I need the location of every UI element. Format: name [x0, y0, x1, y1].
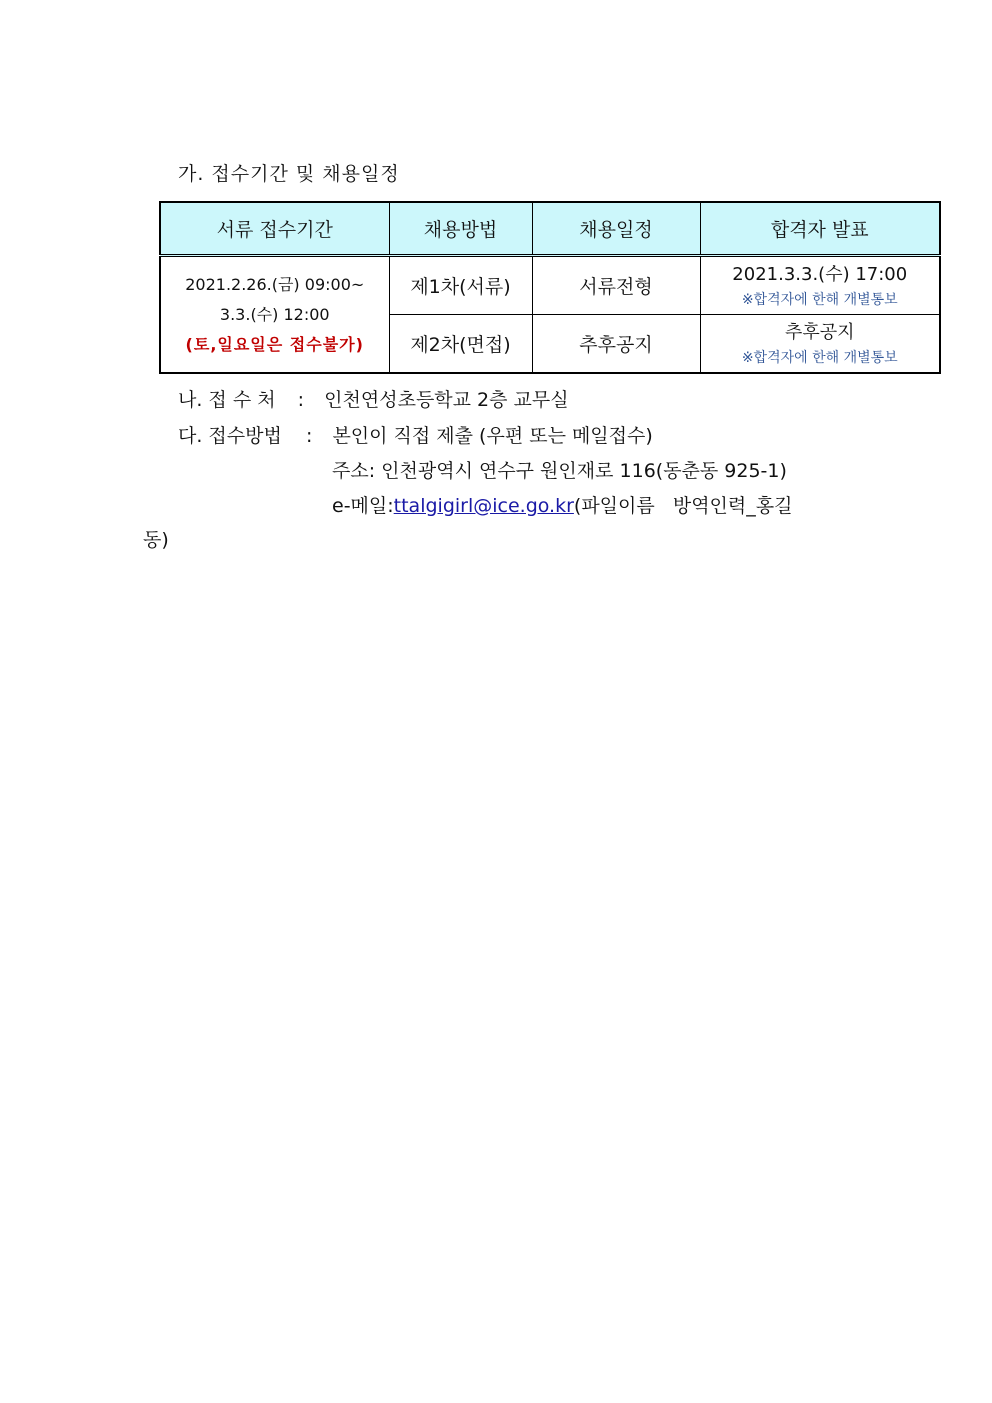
section-na-label: 나. 접 수 처 — [178, 389, 276, 411]
email-wrap-line: 동) — [143, 529, 169, 551]
announce-date: 2021.3.3.(수) 17:00 — [732, 263, 908, 285]
announce-note: ※합격자에 한해 개별통보 — [741, 291, 898, 308]
section-na-separator: : — [297, 389, 305, 411]
email-label: e-메일: — [332, 495, 394, 517]
section-da-separator: : — [305, 425, 313, 447]
announce-date: 추후공지 — [784, 321, 855, 343]
method-cell: 제2차(면접) — [389, 315, 532, 374]
section-da — [178, 424, 653, 448]
method-cell: 제1차(서류) — [389, 256, 532, 315]
address-line: 주소: 인천광역시 연수구 원인재로 116(동춘동 925-1) — [332, 460, 787, 482]
period-note: (토,일요일은 접수불가) — [185, 334, 364, 354]
announce-cell — [700, 315, 940, 374]
email-link[interactable]: ttalgigirl@ice.go.kr — [393, 495, 574, 517]
schedule-table — [159, 201, 941, 374]
email-suffix: (파일이름 방역인력_홍길 — [573, 495, 793, 517]
table-header-row — [160, 202, 940, 256]
section-na-value: 인천연성초등학교 2층 교무실 — [324, 389, 569, 411]
schedule-cell: 서류전형 — [532, 256, 700, 315]
announce-cell — [700, 256, 940, 315]
schedule-cell: 추후공지 — [532, 315, 700, 374]
section-ga-heading: 가. 접수기간 및 채용일정 — [178, 163, 400, 185]
period-end: 3.3.(수) 12:00 — [219, 304, 330, 324]
section-da-value: 본인이 직접 제출 (우편 또는 메일접수) — [332, 425, 653, 447]
section-da-label: 다. 접수방법 — [178, 425, 282, 447]
header-period: 서류 접수기간 — [160, 202, 389, 256]
header-schedule: 채용일정 — [532, 202, 700, 256]
section-na — [178, 388, 569, 412]
table-row — [160, 256, 940, 315]
period-start: 2021.2.26.(금) 09:00~ — [185, 274, 365, 294]
announce-note: ※합격자에 한해 개별통보 — [741, 349, 898, 366]
header-method: 채용방법 — [389, 202, 532, 256]
period-cell — [160, 256, 389, 374]
email-line — [332, 494, 792, 518]
header-announce: 합격자 발표 — [700, 202, 940, 256]
